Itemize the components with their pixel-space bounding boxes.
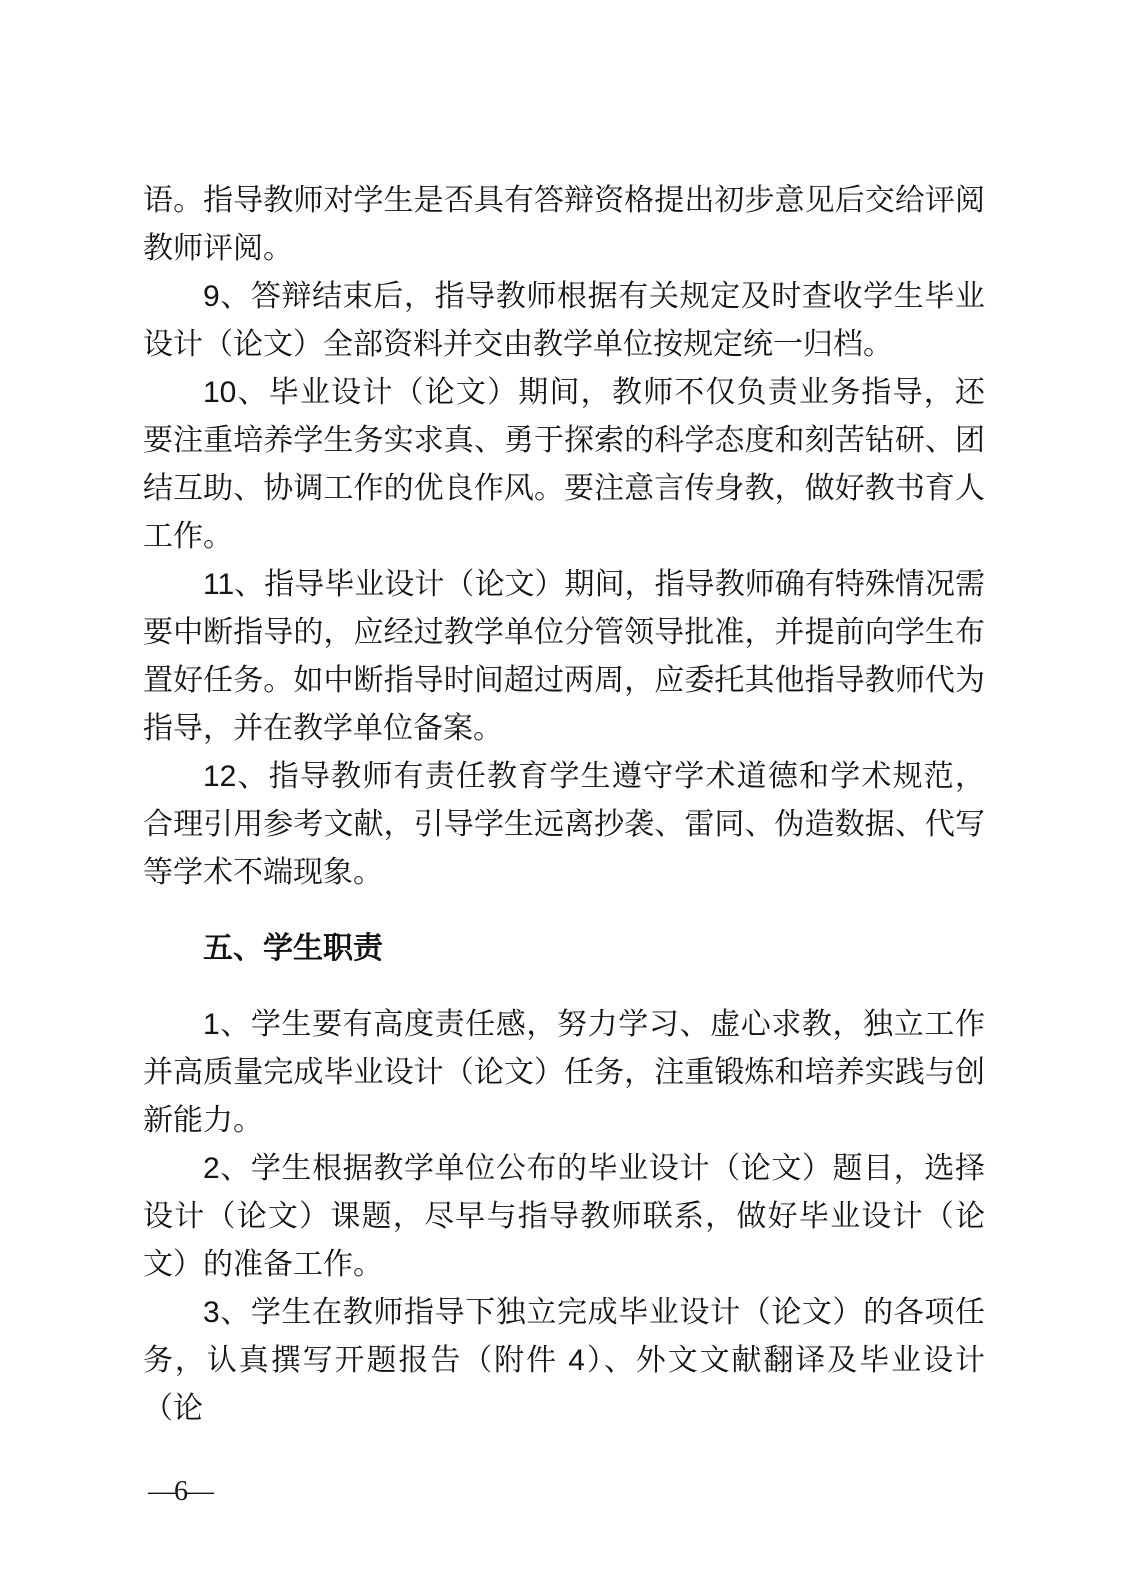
- page-number: —6—: [148, 1476, 212, 1507]
- document-body: [143, 177, 985, 1433]
- paragraph-continuation: 语。指导教师对学生是否具有答辩资格提出初步意见后交给评阅教师评阅。: [143, 184, 985, 265]
- paragraph-item-12: 12、指导教师有责任教育学生遵守学术道德和学术规范，合理引用参考文献，引导学生远离抄袭、雷同、伪造数据、代写等学术不端现象。: [143, 760, 985, 889]
- section-heading-student-duties: 五、学生职责: [203, 932, 383, 965]
- paragraph-student-1: 1、学生要有高度责任感，努力学习、虚心求教，独立工作并高质量完成毕业设计（论文）任务，注重锻炼和培养实践与创新能力。: [143, 1008, 985, 1137]
- paragraph-student-3: 3、学生在教师指导下独立完成毕业设计（论文）的各项任务，认真撰写开题报告（附件 4）、外文文献翻译及毕业设计（论: [143, 1296, 985, 1425]
- paragraph-item-10: 10、毕业设计（论文）期间，教师不仅负责业务指导，还要注重培养学生务实求真、勇于探索的科学态度和刻苦钻研、团结互助、协调工作的优良作风。要注意言传身教，做好教书育人工作。: [143, 376, 985, 553]
- paragraph-item-9: 9、答辩结束后，指导教师根据有关规定及时查收学生毕业设计（论文）全部资料并交由教学单位按规定统一归档。: [143, 280, 985, 361]
- paragraph-student-2: 2、学生根据教学单位公布的毕业设计（论文）题目，选择设计（论文）课题，尽早与指导教师联系，做好毕业设计（论文）的准备工作。: [143, 1152, 985, 1281]
- paragraph-item-11: 11、指导毕业设计（论文）期间，指导教师确有特殊情况需要中断指导的，应经过教学单位分管领导批准，并提前向学生布置好任务。如中断指导时间超过两周，应委托其他指导教师代为指导，并在教学单位备案。: [143, 568, 985, 745]
